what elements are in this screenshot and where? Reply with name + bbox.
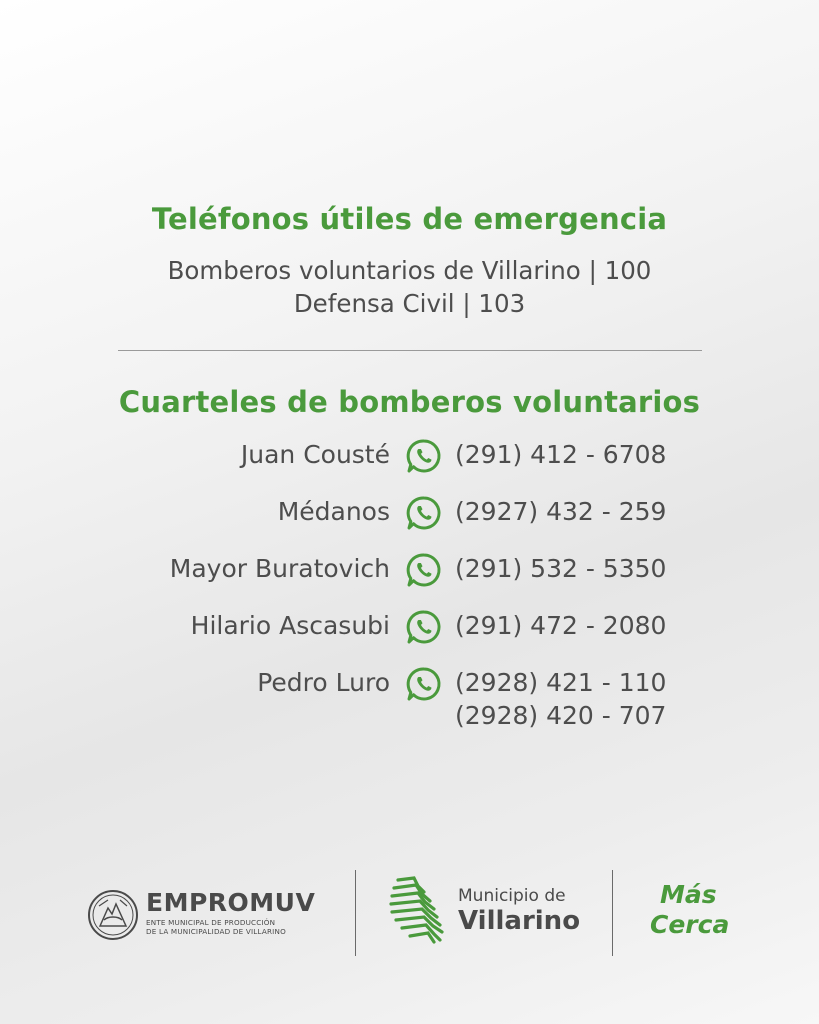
whatsapp-icon xyxy=(406,438,442,474)
station-row-hilario-ascasubi xyxy=(0,606,819,646)
station-phone[interactable]: (291) 532 - 5350 xyxy=(455,554,667,583)
divider xyxy=(118,350,702,351)
slogan-line-2: Cerca xyxy=(650,910,730,939)
footer-divider xyxy=(355,870,356,956)
empromuv-sub-line-2: DE LA MUNICIPALIDAD DE VILLARINO xyxy=(146,927,286,936)
station-name: Mayor Buratovich xyxy=(169,554,390,583)
station-phone[interactable]: (2927) 432 - 259 xyxy=(455,497,667,526)
station-phone[interactable]: (2928) 421 - 110 xyxy=(455,668,667,697)
whatsapp-icon xyxy=(406,495,442,531)
station-row-medanos xyxy=(0,492,819,532)
footer-divider-2 xyxy=(612,870,613,956)
emergency-title: Teléfonos útiles de emergencia xyxy=(151,202,668,236)
whatsapp-icon xyxy=(406,666,442,702)
station-row-mayor-buratovich xyxy=(0,549,819,589)
whatsapp-icon xyxy=(406,552,442,588)
station-name: Pedro Luro xyxy=(257,668,390,697)
slogan-line-1: Más xyxy=(660,880,717,909)
station-phone-secondary[interactable]: (2928) 420 - 707 xyxy=(455,701,667,730)
empromuv-sub-line-1: ENTE MUNICIPAL DE PRODUCCIÓN xyxy=(146,918,276,927)
station-row-juan-couste xyxy=(0,435,819,475)
villarino-map-logo-icon xyxy=(388,874,446,948)
slogan xyxy=(650,880,729,940)
station-phone[interactable]: (291) 472 - 2080 xyxy=(455,611,667,640)
villarino-label: Villarino xyxy=(458,906,581,936)
whatsapp-icon xyxy=(406,609,442,645)
empromuv-seal-icon xyxy=(86,888,140,942)
empromuv-subtitle xyxy=(146,918,286,936)
stations-title: Cuarteles de bomberos voluntarios xyxy=(118,385,701,419)
civil-defense-line: Defensa Civil | 103 xyxy=(293,289,526,318)
station-name: Médanos xyxy=(277,497,390,526)
station-name: Hilario Ascasubi xyxy=(190,611,390,640)
station-phone[interactable]: (291) 412 - 6708 xyxy=(455,440,667,469)
firefighters-line: Bomberos voluntarios de Villarino | 100 xyxy=(167,256,652,285)
station-name: Juan Cousté xyxy=(240,440,390,469)
empromuv-name: EMPROMUV xyxy=(146,888,316,917)
station-row-pedro-luro xyxy=(0,663,819,739)
municipio-label: Municipio de xyxy=(458,886,566,906)
